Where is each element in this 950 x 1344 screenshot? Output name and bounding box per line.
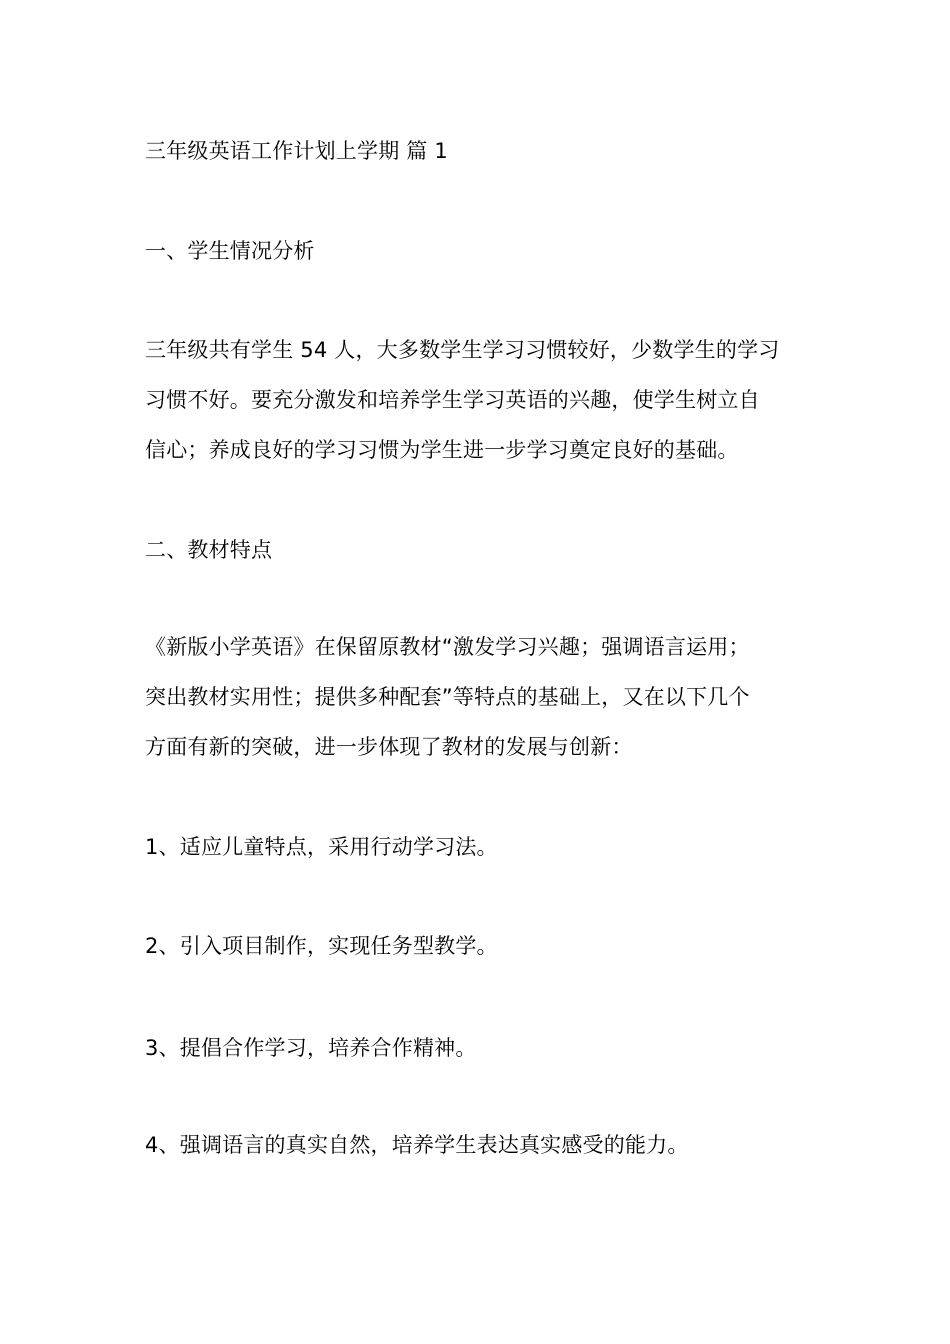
paragraph-line: 三年级共有学生 54 人，大多数学生学习习惯较好，少数学生的学习 [145, 338, 780, 362]
document-title: 三年级英语工作计划上学期 篇 1 [145, 139, 448, 163]
paragraph-line: 方面有新的突破，进一步体现了教材的发展与创新： [145, 735, 633, 759]
list-item: 3、提倡合作学习，培养合作精神。 [145, 1036, 477, 1060]
paragraph-line: 习惯不好。要充分激发和培养学生学习英语的兴趣，使学生树立自 [145, 388, 760, 412]
textbook-features-paragraph [145, 622, 815, 772]
student-analysis-paragraph [145, 325, 815, 475]
list-item: 2、引入项目制作，实现任务型教学。 [145, 934, 498, 958]
paragraph-line: 信心；养成良好的学习习惯为学生进一步学习奠定良好的基础。 [145, 438, 739, 462]
section-heading-textbook-features: 二、教材特点 [145, 538, 273, 562]
paragraph-line: 《新版小学英语》在保留原教材“激发学习兴趣；强调语言运用； [145, 635, 750, 659]
list-item: 1、适应儿童特点，采用行动学习法。 [145, 835, 498, 859]
paragraph-line: 突出教材实用性；提供多种配套”等特点的基础上，又在以下几个 [145, 685, 750, 709]
section-heading-student-analysis: 一、学生情况分析 [145, 239, 315, 263]
list-item: 4、强调语言的真实自然，培养学生表达真实感受的能力。 [145, 1133, 689, 1157]
